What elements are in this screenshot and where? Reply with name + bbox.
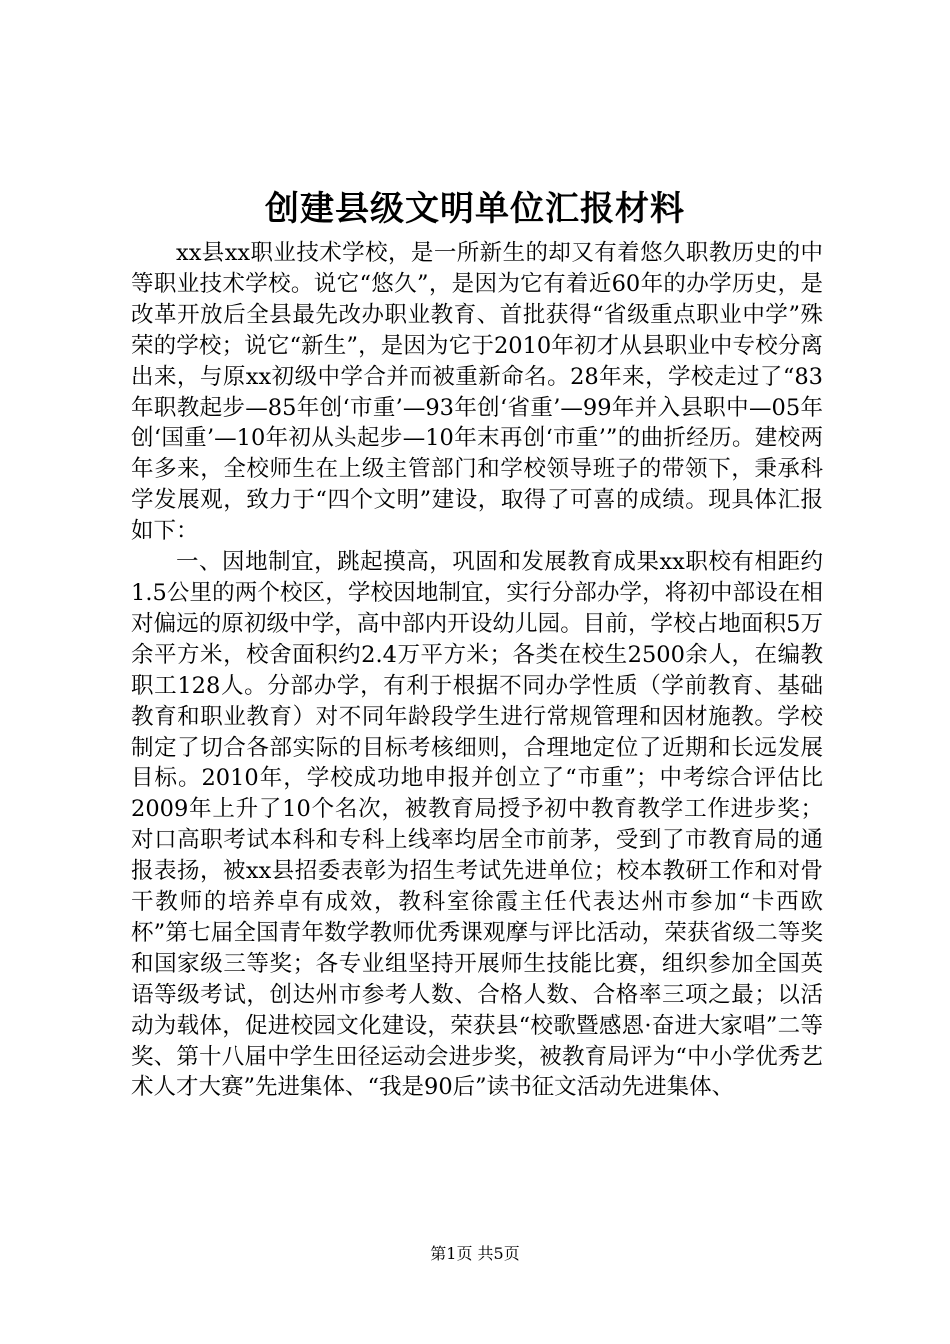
paragraph-section-one: 一、因地制宜，跳起摸高，巩固和发展教育成果xx职校有相距约1.5公里的两个校区，学校因地制宜，实行分部办学，将初中部设在相对偏远的原初级中学，高中部内开设幼儿园。目前，学校占地面积5万余平方米，校舍面积约2.4万平方米；各类在校生2500余人，在编教职工128人。分部办学，有利于根据不同办学性质（学前教育、基础教育和职业教育）对不同年龄段学生进行常规管理和因材施教。学校制定了切合各部实际的目标考核细则，合理地定位了近期和长远发展目标。2010年，学校成功地申报并创立了“市重”；中考综合评估比2009年上升了10个名次，被教育局授予初中教育教学工作进步奖；对口高职考试本科和专科上线率均居全市前茅，受到了市教育局的通报表扬，被xx县招委表彰为招生考试先进单位；校本教研工作和对骨干教师的培养卓有成效，教科室徐霞主任代表达州市参加“卡西欧杯”第七届全国青年数学教师优秀课观摩与评比活动，荣获省级二等奖和国家级三等奖；各专业组坚持开展师生技能比赛，组织参加全国英语等级考试，创达州市参考人数、合格人数、合格率三项之最；以活动为载体，促进校园文化建设，荣获县“校歌暨感恩·奋进大家唱”二等奖、第十八届中学生田径运动会进步奖，被教育局评为“中小学优秀艺术人才大赛”先进集体、“我是90后”读书征文活动先进集体、 xyxy=(131,549,823,1101)
paragraph-intro: xx县xx职业技术学校，是一所新生的却又有着悠久职教历史的中等职业技术学校。说它“悠久”，是因为它有着近60年的办学历史，是改革开放后全县最先改办职业教育、首批获得“省级重点职业中学”殊荣的学校；说它“新生”，是因为它于2010年初才从县职业中专校分离出来，与原xx初级中学合并而被重新命名。28年来，学校走过了“83年职教起步—85年创‘市重’—93年创‘省重’—99年并入县职中—05年创‘国重’—10年初从头起步—10年末再创‘市重’”的曲折经历。建校两年多来，全校师生在上级主管部门和学校领导班子的带领下，秉承科学发展观，致力于“四个文明”建设，取得了可喜的成绩。现具体汇报如下： xyxy=(131,240,823,545)
page-footer: 第1页 共5页 xyxy=(430,1244,520,1263)
document-body xyxy=(131,238,823,1103)
document-title: 创建县级文明单位汇报材料 xyxy=(265,189,685,229)
